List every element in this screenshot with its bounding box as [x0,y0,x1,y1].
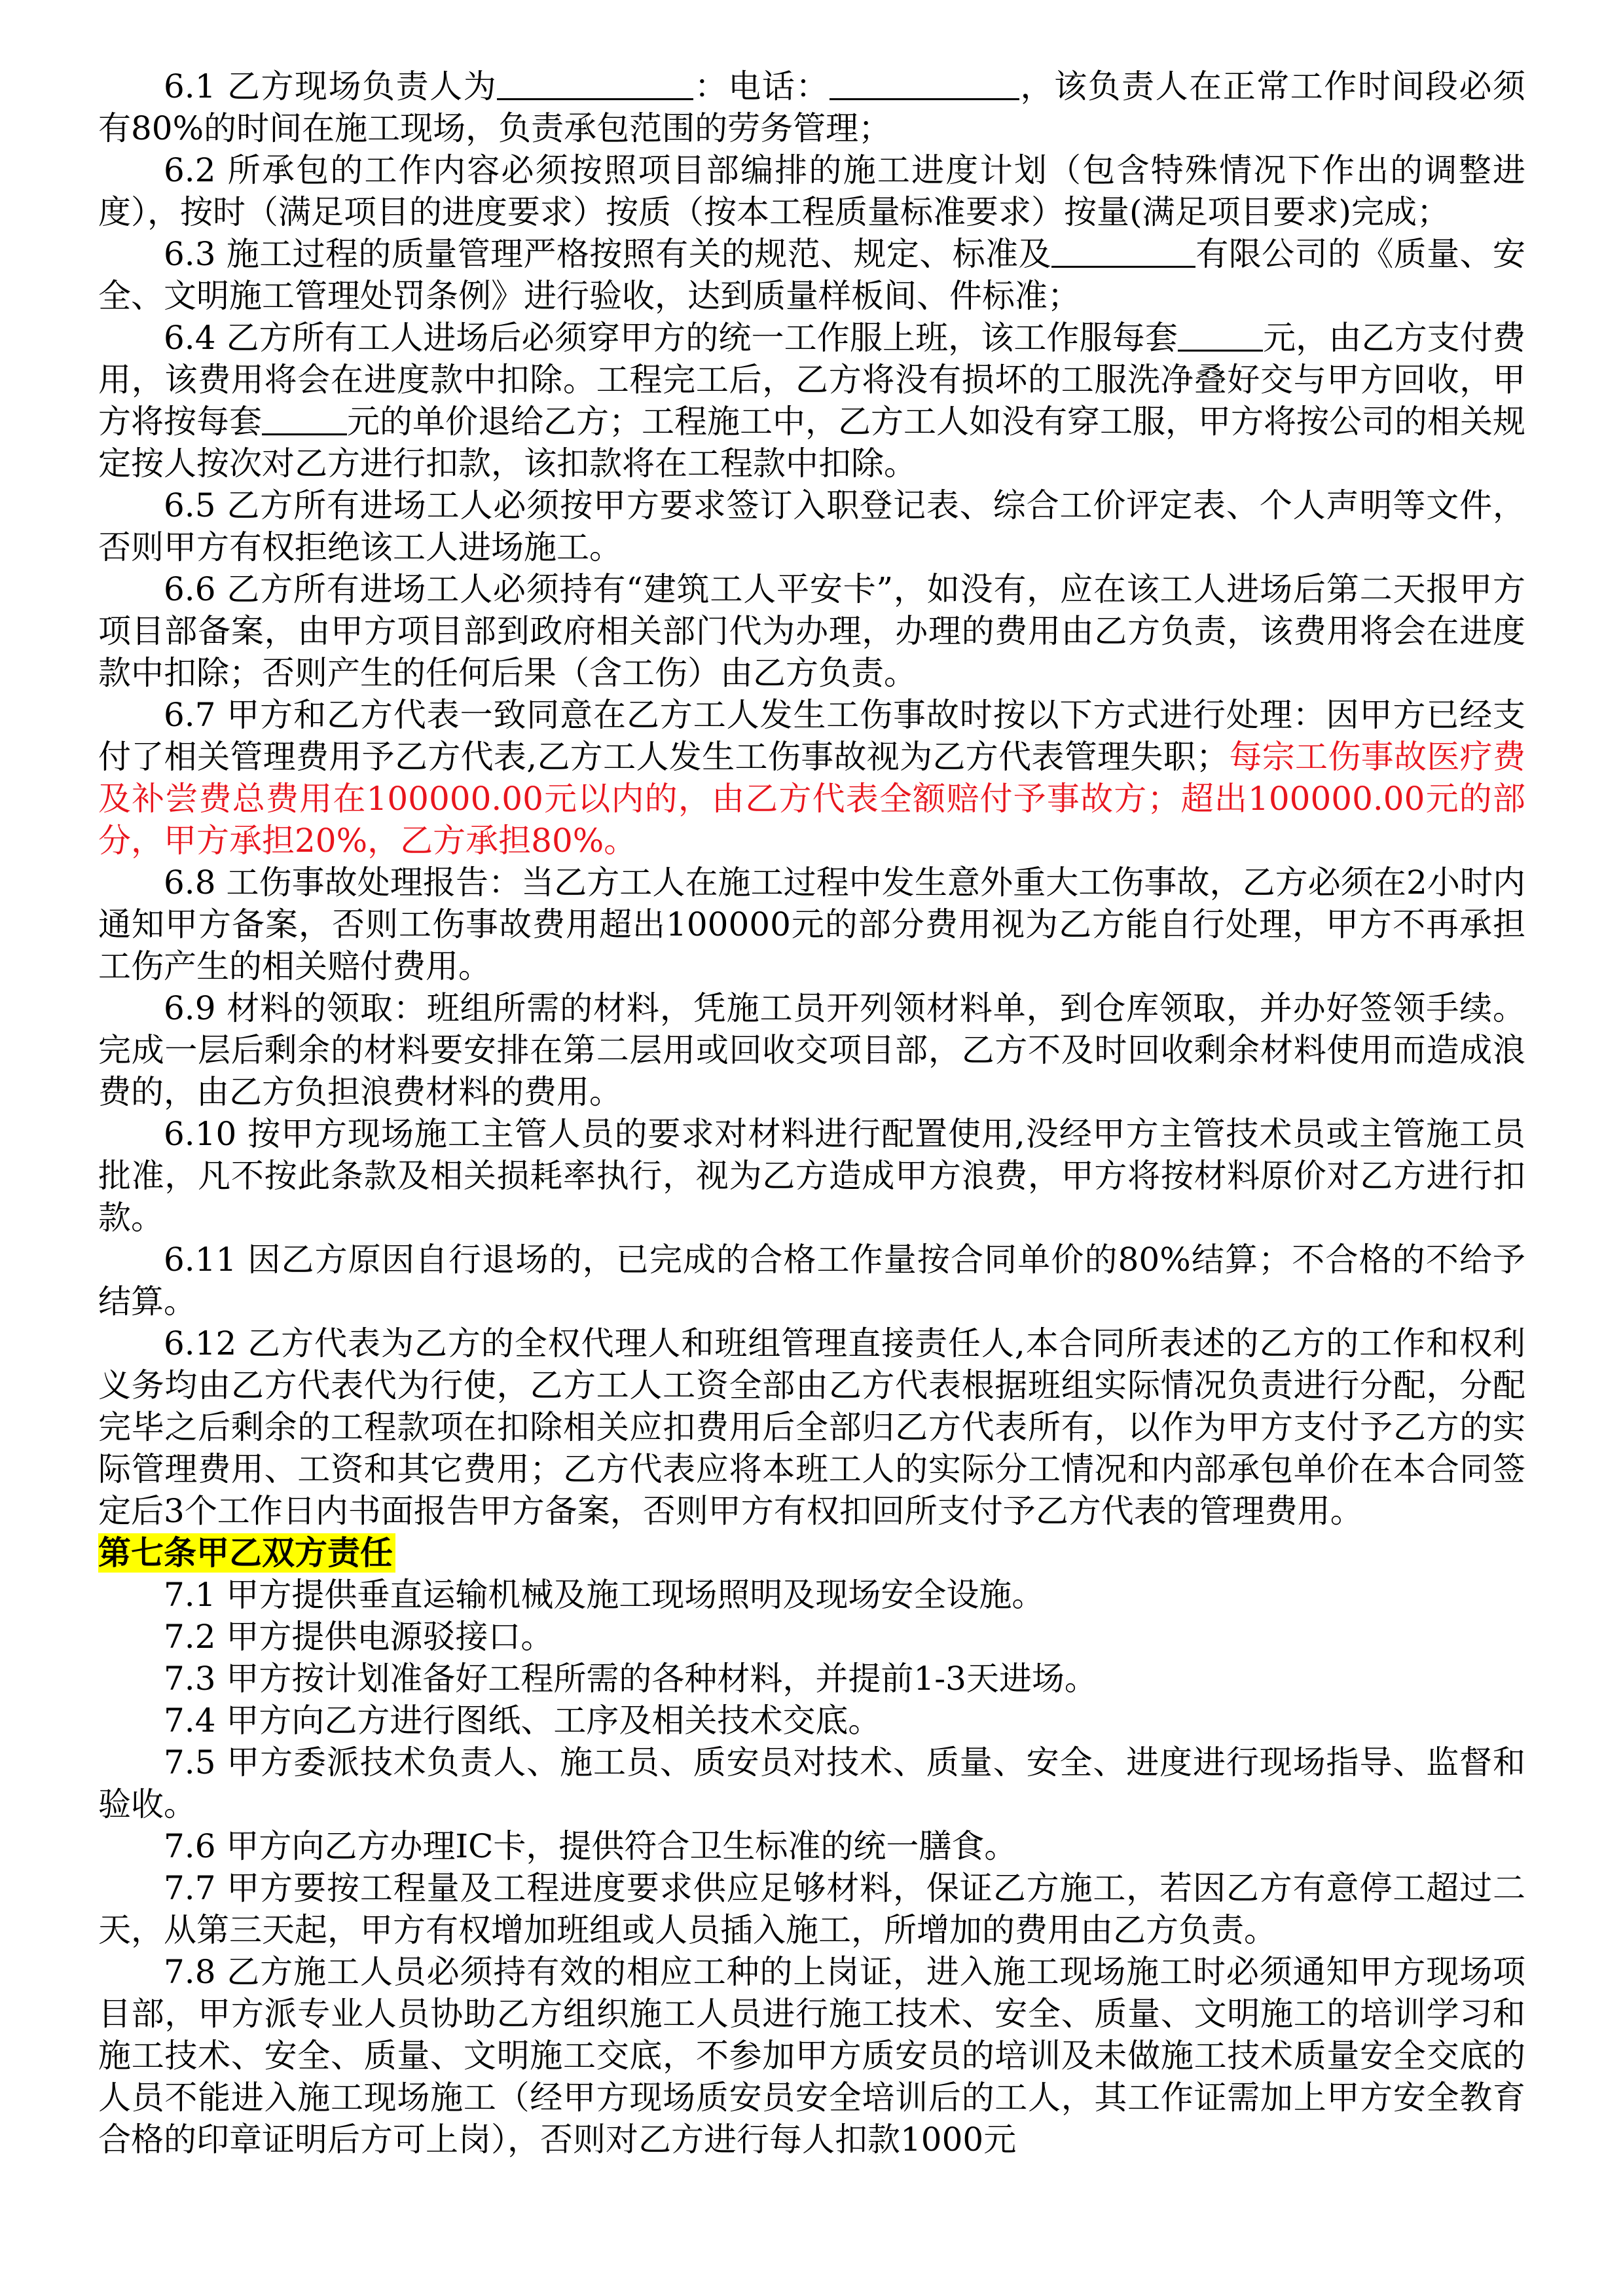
clause-6-4-text-a: 6.4 乙方所有工人进场后必须穿甲方的统一工作服上班，该工作服每套 [164,319,1178,357]
clause-6-1 [98,65,1525,149]
clause-6-4-text-c: 元的单价退给乙方；工程施工中，乙方工人如没有穿工服，甲方将按公司的相关规定按人按次对乙方进行扣款，该扣款将在工程款中扣除。 [98,403,1525,483]
clause-7-3: 7.3 甲方按计划准备好工程所需的各种材料，并提前1-3天进场。 [164,1660,1097,1698]
clause-6-3 [98,233,1525,317]
clause-6-1-text-b: ：电话： [693,67,830,105]
company-name-blank[interactable] [1051,233,1195,268]
manager-name-blank[interactable] [497,65,693,100]
clause-6-7-text: 6.7 甲方和乙方代表一致同意在乙方工人发生工伤事故时按以下方式进行处理：因甲方已经支付了相关管理费用予乙方代表,乙方工人发生工伤事故视为乙方代表管理失职； [98,696,1525,776]
clause-7-8: 7.8 乙方施工人员必须持有效的相应工种的上岗证，进入施工现场施工时必须通知甲方现场项目部，甲方派专业人员协助乙方组织施工人员进行施工技术、安全、质量、文明施工的培训学习和施工技术、安全、质量、文明施工交底，不参加甲方质安员的培训及未做施工技术质量安全交底的人员不能进入施工现场施工（经甲方现场质安员安全培训后的工人，其工作证需加上甲方安全教育合格的印章证明后方可上岗），否则对乙方进行每人扣款1000元 [98,1953,1525,2159]
clause-6-1-text-c: ，该负责人在正常工作时间段必须有80%的时间在施工现场，负责承包范围的劳务管理； [98,67,1525,147]
clause-6-4 [98,317,1525,484]
clause-6-10: 6.10 按甲方现场施工主管人员的要求对材料进行配置使用,没经甲方主管技术员或主管施工员批准，凡不按此条款及相关损耗率执行，视为乙方造成甲方浪费，甲方将按材料原价对乙方进行扣款。 [98,1115,1525,1237]
section-7-heading: 第七条甲乙双方责任 [98,1533,395,1573]
clause-7-4: 7.4 甲方向乙方进行图纸、工序及相关技术交底。 [164,1702,881,1740]
clause-6-4-text-b: 元，由乙方支付费用，该费用将会在进度款中扣除。工程完工后，乙方将没有损坏的工服洗净叠好交与甲方回收，甲方将按每套 [98,319,1525,441]
clause-7-6: 7.6 甲方向乙方办理IC卡，提供符合卫生标准的统一膳食。 [164,1827,1017,1865]
clause-6-1-text-a: 6.1 乙方现场负责人为 [164,67,498,105]
clause-6-2: 6.2 所承包的工作内容必须按照项目部编排的施工进度计划（包含特殊情况下作出的调整进度），按时（满足项目的进度要求）按质（按本工程质量标准要求）按量(满足项目要求)完成； [98,151,1525,231]
clause-6-5: 6.5 乙方所有进场工人必须按甲方要求签订入职登记表、综合工价评定表、个人声明等文件，否则甲方有权拒绝该工人进场施工。 [98,486,1525,566]
clause-6-8: 6.8 工伤事故处理报告：当乙方工人在施工过程中发生意外重大工伤事故，乙方必须在2小时内通知甲方备案，否则工伤事故费用超出100000元的部分费用视为乙方能自行处理，甲方不再承担工伤产生的相关赔付费用。 [98,864,1525,985]
clause-6-9: 6.9 材料的领取：班组所需的材料，凭施工员开列领材料单，到仓库领取，并办好签领手续。完成一层后剩余的材料要安排在第二层用或回收交项目部，乙方不及时回收剩余材料使用而造成浪费的，由乙方负担浪费材料的费用。 [98,989,1525,1111]
clause-6-12: 6.12 乙方代表为乙方的全权代理人和班组管理直接责任人,本合同所表述的乙方的工作和权利义务均由乙方代表代为行使，乙方工人工资全部由乙方代表根据班组实际情况负责进行分配，分配完毕之后剩余的工程款项在扣除相关应扣费用后全部归乙方代表所有，以作为甲方支付予乙方的实际管理费用、工资和其它费用；乙方代表应将本班工人的实际分工情况和内部承包单价在本合同签定后3个工作日内书面报告甲方备案，否则甲方有权扣回所支付予乙方代表的管理费用。 [98,1324,1525,1530]
contract-page [98,65,1525,2160]
section-7-heading-row [98,1532,1525,1574]
clause-7-2: 7.2 甲方提供电源驳接口。 [164,1618,554,1656]
clause-6-6: 6.6 乙方所有进场工人必须持有“建筑工人平安卡”，如没有，应在该工人进场后第二天报甲方项目部备案，由甲方项目部到政府相关部门代为办理，办理的费用由乙方负责，该费用将会在进度款中扣除；否则产生的任何后果（含工伤）由乙方负责。 [98,570,1525,692]
clause-7-5: 7.5 甲方委派技术负责人、施工员、质安员对技术、质量、安全、进度进行现场指导、监督和验收。 [98,1743,1525,1823]
clause-6-3-text-a: 6.3 施工过程的质量管理严格按照有关的规范、规定、标准及 [164,235,1051,273]
uniform-refund-blank[interactable] [262,401,347,435]
clause-6-11: 6.11 因乙方原因自行退场的，已完成的合格工作量按合同单价的80%结算；不合格的不给予结算。 [98,1241,1525,1321]
clause-6-7-red-text: 每宗工伤事故医疗费及补尝费总费用在100000.00元以内的，由乙方代表全额赔付予事故方；超出100000.00元的部分，甲方承担20%，乙方承担80%。 [98,738,1525,860]
clause-7-1: 7.1 甲方提供垂直运输机械及施工现场照明及现场安全设施。 [164,1576,1045,1614]
clause-6-7 [98,694,1525,862]
phone-blank[interactable] [830,65,1019,100]
uniform-price-blank[interactable] [1178,317,1263,352]
clause-7-7: 7.7 甲方要按工程量及工程进度要求供应足够材料，保证乙方施工，若因乙方有意停工超过二天，从第三天起，甲方有权增加班组或人员插入施工，所增加的费用由乙方负责。 [98,1869,1525,1949]
clause-6-3-text-b: 有限公司的《质量、安全、文明施工管理处罚条例》进行验收，达到质量样板间、件标准； [98,235,1525,315]
